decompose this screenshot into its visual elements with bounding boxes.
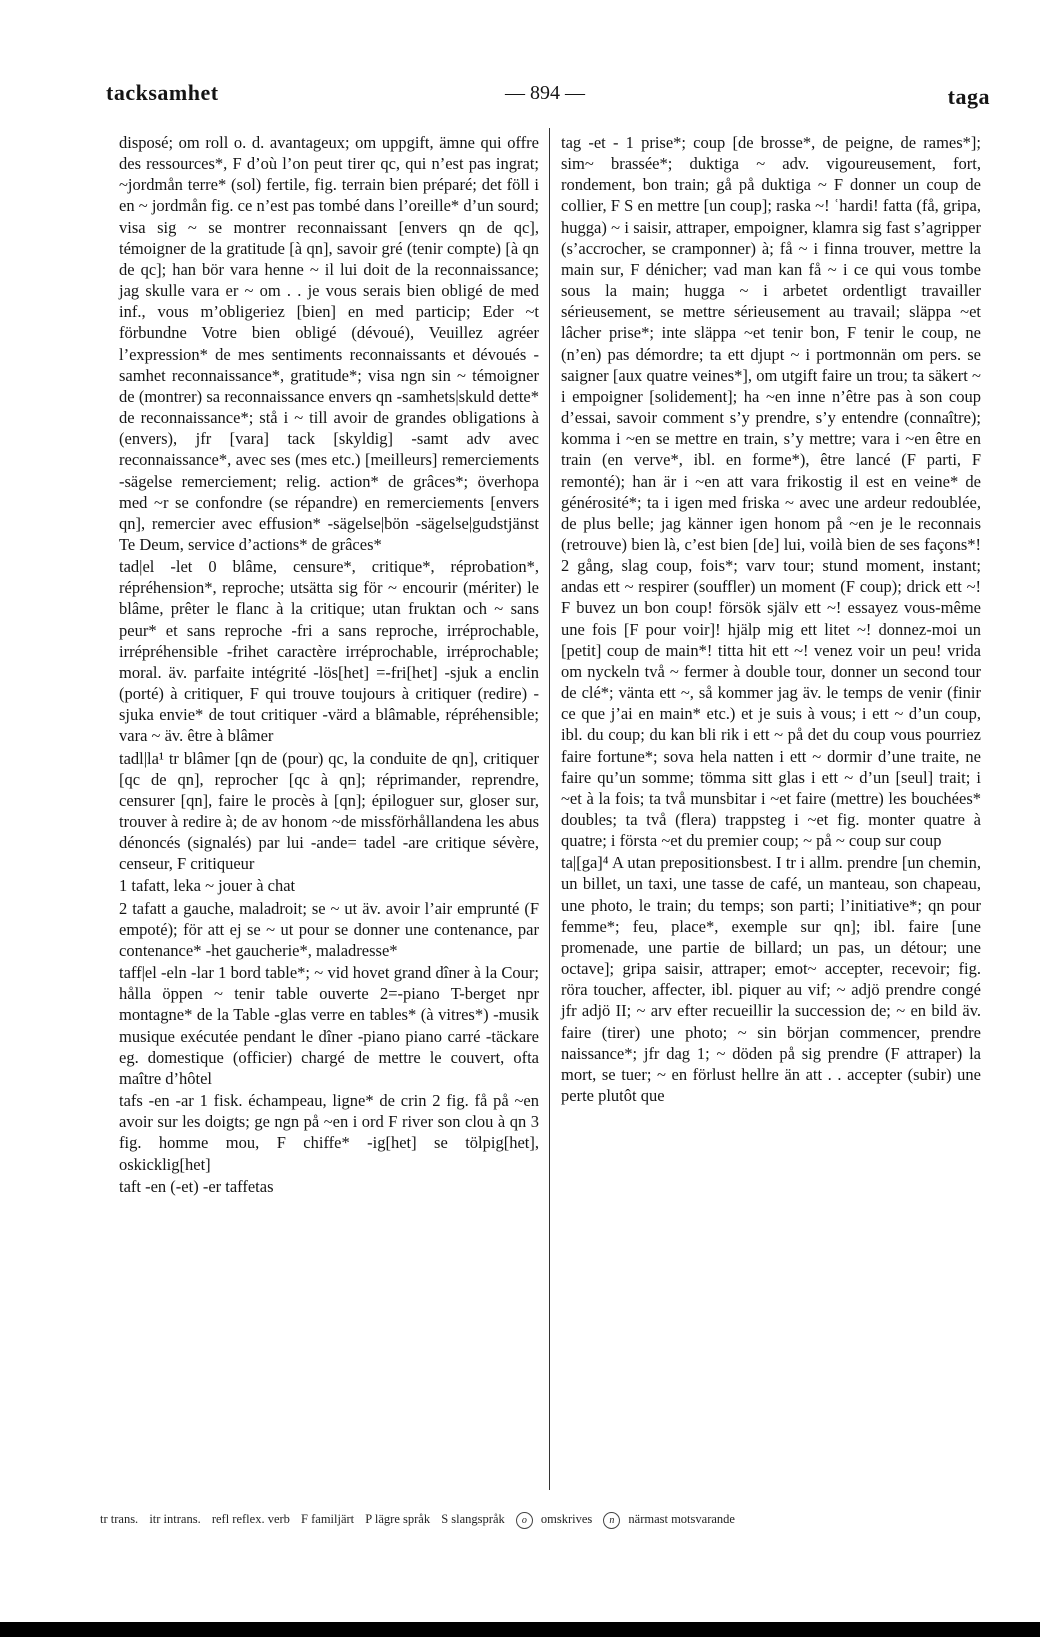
scan-bottom-edge	[0, 1622, 1040, 1637]
circled-n-icon: n	[603, 1512, 620, 1529]
legend-lagre-sprak: P lägre språk	[365, 1512, 431, 1527]
left-running-headword: tacksamhet	[106, 80, 219, 105]
column-divider	[549, 128, 550, 1490]
entry-taga: ta|[ga]⁴ A utan prepositionsbest. I tr i allm. prendre [un chemin, un billet, un taxi, une tasse de café, un manteau, son chapeau, une photo, le train; du temps; son parti; l’initiative*; qn pour femme*; feu, place*, exemple sur qn]; ibl. faire [une promenade, une partie de billard; un pas, un détour; une octave]; gripa saisir, attraper; emot~ accepter, recevoir; fig. röra toucher, affecter, ibl. piquer au vif; ~ adjö prendre congé jfr adjö II; ~ arv efter recueillir la succession de; ~ en bild äv. faire (tirer) une photo; ~ sin början commencer, prendre naissance*; jfr dag 1; ~ döden på sig prendre (F attraper) la mort, se tuer; ~ en förlust hellre än att . . accepter (subir) une perte plutôt que	[561, 853, 981, 1106]
circled-o-icon: o	[516, 1512, 533, 1529]
legend-slangsprak: S slangspråk	[441, 1512, 505, 1527]
legend-tr: tr trans.	[100, 1512, 139, 1527]
page-number: — 894 —	[505, 82, 585, 104]
entry-taffel: taff|el -eln -lar 1 bord table*; ~ vid hovet grand dîner à la Cour; hålla öppen ~ tenir table ouverte 2=-piano T-berget npr montagne* de la Table -glas verre en tables* (à vitres*) -musik musique exécutée pendant le dîner -piano piano carré -täckare eg. domestique (officier) chargé de mettre le couvert, ofta maître d’hôtel	[119, 963, 539, 1088]
entry-taft: taft -en (-et) -er taffetas	[119, 1176, 274, 1196]
entry-tafs: tafs -en -ar 1 fisk. échampeau, ligne* de crin 2 fig. få på ~en avoir sur les doigts; ge ngn på ~en i ord F river son clou à qn 3 fig. homme mou, F chiffe* -ig[het] se tölpig[het], oskicklig[het]	[119, 1091, 539, 1174]
entry-tadla: tadl|la¹ tr blâmer [qn de (pour) qc, la conduite de qn], critiquer [qc de qn], reprocher [qc à qn]; réprimander, reprendre, censurer [qn], faire le procès à [qn]; épiloguer sur, gloser sur, trouver à redire à; de av honom ~de missförhållandena les abus dénoncés (signalés) par lui -ande= tadel -are critique sévère, censeur, F critiqueur	[119, 748, 539, 874]
left-column	[119, 132, 539, 1198]
legend-familjart: F familjärt	[301, 1512, 355, 1527]
abbreviation-legend	[100, 1512, 1000, 1529]
right-running-headword: taga	[947, 84, 990, 109]
legend-omskrives: omskrives	[540, 1512, 593, 1527]
entry-tafatt-2: 2 tafatt a gauche, maladroit; se ~ ut äv. avoir l’air emprunté (F empoté); för att ej se ~ ut pour se donner une contenance, par contenance* -het gaucherie*, maladresse*	[119, 898, 539, 960]
entry-tadel: tad|el -let 0 blâme, censure*, critique*, réprobation*, répréhension*, reproche; utsätta sig för ~ encourir (mériter) le blâme, prêter le flanc à la critique; utan fruktan och ~ sans peur* et sans reproche -fri a sans reproche, irréprochable, irrépréhensible -frihet caractère irréprochable, irréprochable; moral. äv. parfaite intégrité -lös[het] =-fri[het] -sjuk a enclin (porté) à critiquer, F qui trouve toujours à critiquer (redire) -sjuka envie* de tout critiquer -värd a blâmable, répréhensible; vara ~ äv. être à blâmer	[119, 557, 539, 746]
entry-tag: tag -et - 1 prise*; coup [de brosse*, de peigne, de rames*]; sim~ brassée*; duktiga ~ adv. vigoureusement, fort, rondement, bon train; gå på duktiga ~ F donner un coup de collier, F S en mettre [un coup]; raska ~! ʿhardi! fatta (få, gripa, hugga) ~ i saisir, attraper, empoigner, klamra sig fast s’agripper (s’accrocher, se cramponner) à; få ~ i finna trouver, mettre la main sur, F dénicher; vad man kan få ~ i ce qui vous tombe sous la main; hugga ~ i arbetet ordentligt travailler sérieusement, se mettre sérieusement au travail; släppa ~et lâcher prise*; inte släppa ~et tenir bon, F tenir le coup, ne (n’en) pas démordre; ta ett djupt ~ i portmonnän om pers. se saigner [aux quatre veines*], om utgift faire un trou; ta säkert ~ i empoigner [solidement]; ha ~en inne n’être pas à son coup d’essai, savoir comment s’y prendre, s’y entendre (connaître); komma i ~en se mettre en train, s’y mettre; vara i ~en être en train (en verve*, ibl. en forme*), être lancé (F parti, F remonté); han är i ~en att vara frikostig il est en veine* de générosité*; ta i igen med friska ~ avec une ardeur redoublée, de plus belle; jag känner igen honom på ~en je le reconnais (retrouve) bien là, c’est bien [de] lui, voilà bien de ses façons*! 2 gång, slag coup, fois*; varv tour; stund moment, instant; andas ett ~ respirer (souffler) un moment (F coup); drick ett ~! F buvez un bon coup! försök själv ett ~! essayez vous-même une fois [F pour voir]! hjälp mig ett litet ~! donnez-moi un [petit] coup de main*! titta hit ett ~! venez voir un peu! vrida om nyckeln två ~ fermer à double tour, donner un second tour de clé*; vänta ett ~, så kommer jag äv. le temps de venir (finir ce que j’ai en main* etc.) et je suis à vous; i ett ~ d’un coup, ibl. du coup; du kan bli rik i ett ~ på det du coup vous pourriez faire fortune*; sova hela natten i ett ~ dormir d’une traite, ne faire qu’un somme; tömma sitt glas i ett ~ d’un [seul] trait; i ~et à la fois; ta två munsbitar i ~et faire (mettre) les bouchées* doubles; ta två (flera) trappsteg i ~et fig. monter quatre à quatre; i första ~et du premier coup; ~ på ~ coup sur coup	[561, 133, 981, 851]
legend-narmast: närmast motsvarande	[628, 1512, 735, 1527]
entry-tacksam-continuation: disposé; om roll o. d. avantageux; om uppgift, ämne qui offre des ressources*, F d’où l’on peut tirer qc, qui n’est pas ingrat; ~jordmån terre* (sol) fertile, fig. terrain bien préparé; det föll i en ~ jordmån fig. ce n’est pas tombé dans l’oreille* d’un sourd; visa sig ~ se montrer reconnaissant [envers qn de qc], témoigner de la gratitude [à qn], savoir gré (tenir compte) [à qn de qc]; han bör vara henne ~ il lui doit de la reconnaissance; jag skulle vara er ~ om . . je vous serais bien obligé de med inf., vous m’obligeriez [bien] en med particip; Eder ~t förbundne Votre bien obligé (dévoué), Veuillez agréer l’expression* de mes sentiments reconnaissants et dévoués -samhet reconnaissance*, gratitude*; visa ngn sin ~ témoigner de (montrer) sa reconnaissance envers qn -samhets|skuld dette* de reconnaissance*; stå i ~ till avoir de grandes obligations à (envers), jfr [vara] tack [skyldig] -samt adv avec reconnaissance*, avec ses (mes etc.) [meilleurs] remerciements -sägelse remerciement; relig. action* de grâces*; överhopa med ~r se confondre (se répandre) en remerciements [envers qn], remercier avec effusion* -sägelse|bön -sägelse|gudstjänst Te Deum, service d’actions* de grâces*	[119, 133, 539, 554]
right-column	[561, 132, 981, 1107]
page-header	[100, 80, 990, 110]
legend-refl: refl reflex. verb	[211, 1512, 290, 1527]
entry-tafatt-1: 1 tafatt, leka ~ jouer à chat	[119, 876, 296, 896]
legend-itr: itr intrans.	[149, 1512, 201, 1527]
